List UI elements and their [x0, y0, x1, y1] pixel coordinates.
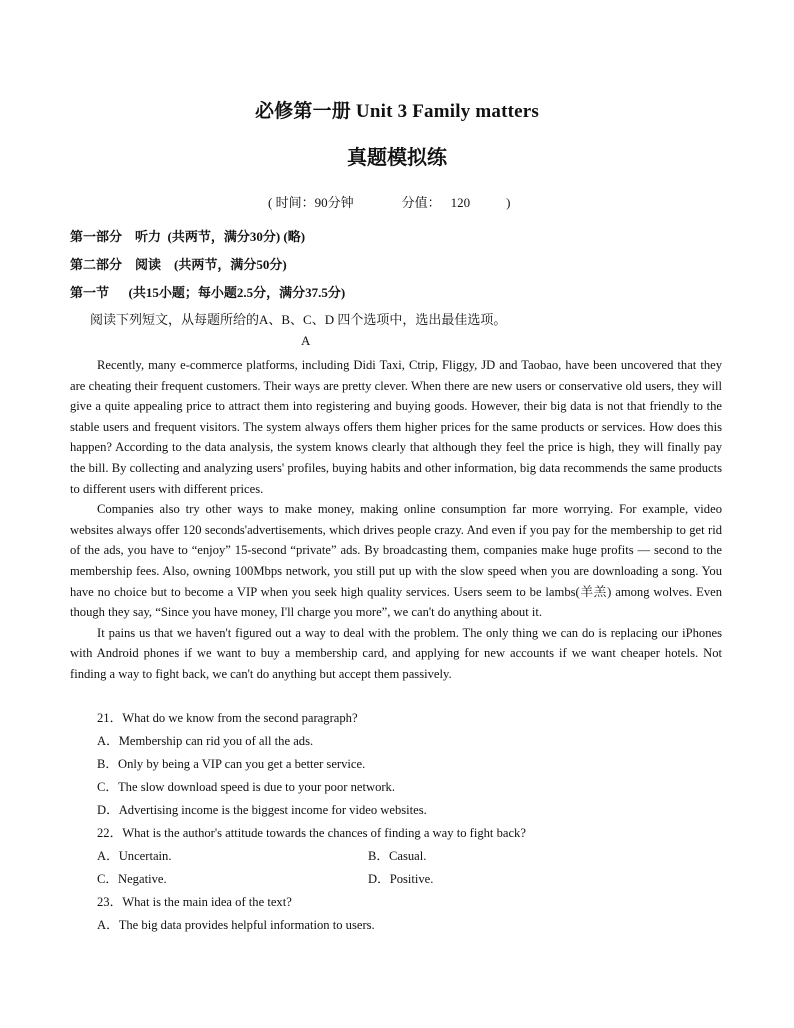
- close-paren: ): [506, 195, 511, 210]
- question-21-stem: 21．What do we know from the second paragraph?: [97, 711, 358, 725]
- document-title: 必修第一册 Unit 3 Family matters: [254, 101, 540, 122]
- question-21-option-a: A．Membership can rid you of all the ads.: [97, 734, 314, 748]
- section-heading-part1: 第一部分 听力 (共两节，满分30分) (略): [70, 229, 306, 244]
- passage-label: A: [301, 333, 311, 348]
- score-value: 120: [450, 195, 471, 210]
- passage-paragraph-1: Recently, many e-commerce platforms, including Didi Taxi, Ctrip, Fliggy, JD and Taobao, have been uncovered that they are cheating their frequent customers. Their ways are pretty clever. When there are new users or conservative old users, they will give a quite appealing price to attract them into registering and buying goods. However, their big data is not that friendly to the stable users and frequent visitors. The system always offers them higher prices for the same products or services. How does this happen? According to the data analysis, the system knows clearly that although they feel the price is high, they will finally pay the bill. By collecting and analyzing users' profiles, buying habits and other information, big data recommends the same products to different users with different prices.: [70, 358, 722, 496]
- score-label: 分值：: [401, 195, 441, 210]
- document-subtitle: 真题模拟练: [347, 147, 447, 169]
- time-score-line: [268, 192, 510, 211]
- question-21-option-c: C．The slow download speed is due to your poor network.: [97, 780, 396, 794]
- passage-paragraph-2: Companies also try other ways to make money, making online consumption far more worrying. For example, video websites always offer 120 seconds'advertisements, which drives people crazy. And even if you pay for the membership to get rid of the ads, you have to “enjoy” 15-second “private” ads. By broadcasting them, companies make huge profits — second to the membership fees. Also, owning 100Mbps network, you still put up with the slow speed when you are downloading a song. You have no choice but to become a VIP when you seek high quality services. Users seem to be lambs(羊羔) among wolves. Even though they say, “Since you have money, I'll charge you more”, we can't do anything about it.: [70, 502, 722, 620]
- question-22-stem: 22．What is the author's attitude towards the chances of finding a way to fight back?: [97, 826, 526, 840]
- instruction-text: 阅读下列短文，从每题所给的A、B、C、D 四个选项中，选出最佳选项。: [90, 312, 507, 327]
- question-22-option-b: B．Casual.: [368, 849, 427, 863]
- section-heading-section1: 第一节 (共15小题；每小题2.5分，满分37.5分): [70, 285, 346, 300]
- time-label: ( 时间：90分钟: [268, 195, 354, 210]
- question-22-option-a: A．Uncertain.: [97, 849, 172, 863]
- question-22-option-c: C．Negative.: [97, 872, 167, 886]
- question-22-option-d: D．Positive.: [368, 872, 434, 886]
- question-21-option-b: B．Only by being a VIP can you get a better service.: [97, 757, 366, 771]
- question-21-option-d: D．Advertising income is the biggest income for video websites.: [97, 803, 427, 817]
- passage-body: [70, 355, 722, 685]
- question-23-stem: 23．What is the main idea of the text?: [97, 895, 292, 909]
- section-heading-part2: 第二部分 阅读 (共两节，满分50分): [70, 257, 287, 272]
- question-23-option-a: A．The big data provides helpful information to users.: [97, 918, 375, 932]
- passage-paragraph-3: It pains us that we haven't figured out a way to deal with the problem. The only thing we can do is replacing our iPhones with Android phones if we want to buy a membership card, and applying for new accounts if we want cheaper hotels. Not finding a way to fight back, we can't do anything but accept them passively.: [70, 625, 722, 681]
